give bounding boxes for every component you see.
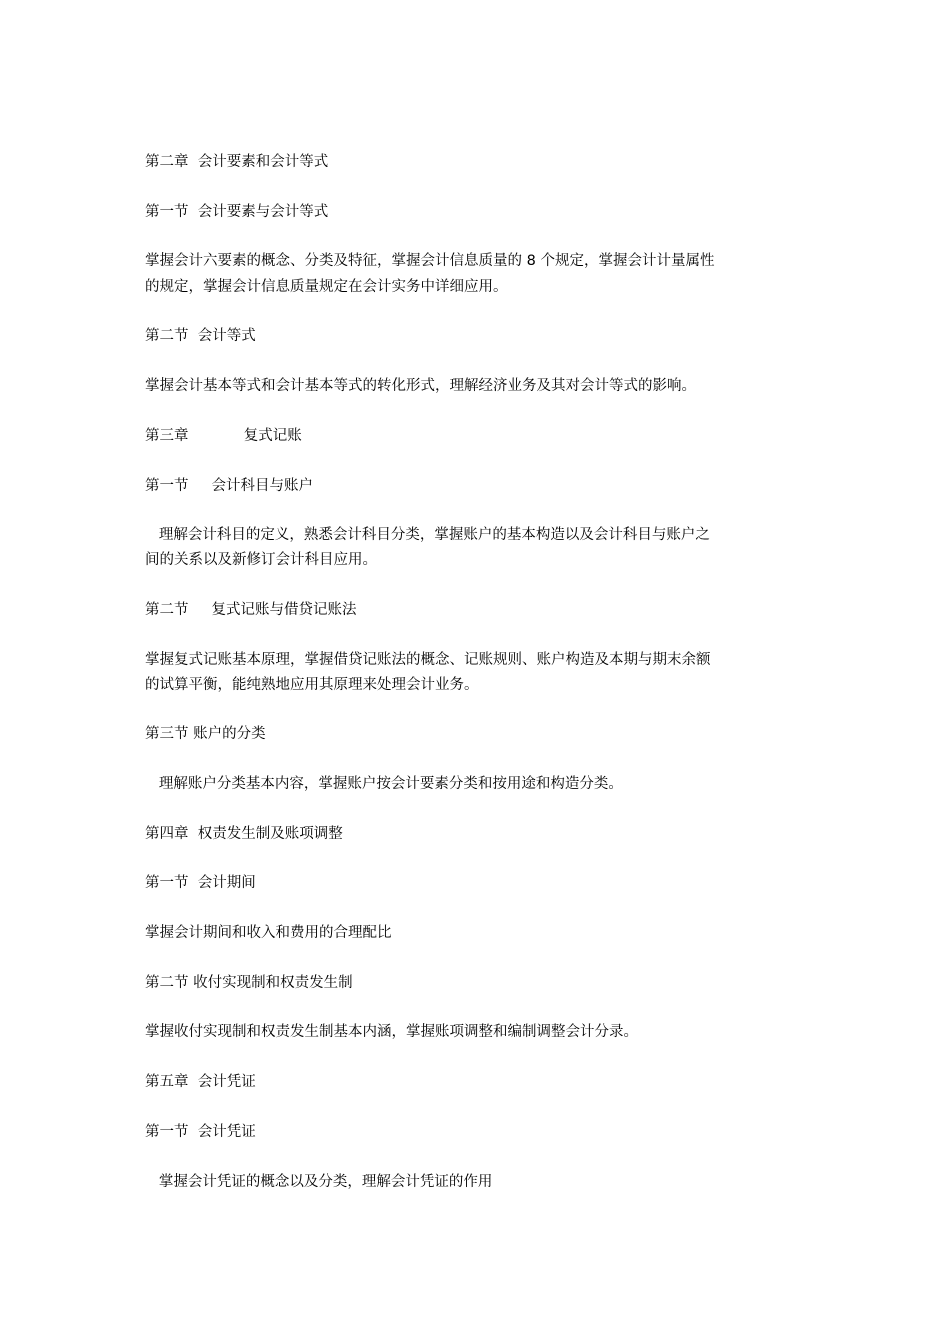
section-2-1-heading: 第一节 会计要素与会计等式 (145, 204, 329, 220)
section-2-2-heading: 第二节 会计等式 (145, 328, 256, 344)
paragraph-3-2-line-1: 掌握复式记账基本原理，掌握借贷记账法的概念、记账规则、账户构造及本期与期末余额 (145, 652, 711, 668)
section-4-1-heading: 第一节 会计期间 (145, 875, 256, 891)
paragraph-3-1-line-1: 理解会计科目的定义，熟悉会计科目分类，掌握账户的基本构造以及会计科目与账户之 (145, 527, 710, 543)
section-4-2-heading: 第二节 收付实现制和权责发生制 (145, 975, 353, 991)
section-3-2-heading: 第二节 复式记账与借贷记账法 (145, 602, 357, 618)
paragraph-5-1: 掌握会计凭证的概念以及分类，理解会计凭证的作用 (145, 1174, 493, 1190)
paragraph-3-3: 理解账户分类基本内容，掌握账户按会计要素分类和按用途和构造分类。 (145, 776, 623, 792)
paragraph-3-2-line-2: 的试算平衡，能纯熟地应用其原理来处理会计业务。 (145, 677, 479, 693)
section-3-1-heading: 第一节 会计科目与账户 (145, 478, 314, 494)
section-3-3-heading: 第三节 账户的分类 (145, 726, 266, 742)
paragraph-2-1-line-2: 的规定，掌握会计信息质量规定在会计实务中详细应用。 (145, 279, 508, 295)
chapter-3-heading: 第三章 复式记账 (145, 428, 302, 444)
paragraph-4-1: 掌握会计期间和收入和费用的合理配比 (145, 925, 392, 941)
section-5-1-heading: 第一节 会计凭证 (145, 1124, 256, 1140)
paragraph-2-2: 掌握会计基本等式和会计基本等式的转化形式，理解经济业务及其对会计等式的影响。 (145, 378, 696, 394)
paragraph-4-2: 掌握收付实现制和权责发生制基本内涵，掌握账项调整和编制调整会计分录。 (145, 1024, 638, 1040)
chapter-5-heading: 第五章 会计凭证 (145, 1074, 256, 1090)
chapter-4-heading: 第四章 权责发生制及账项调整 (145, 826, 343, 842)
paragraph-2-1-line-1: 掌握会计六要素的概念、分类及特征，掌握会计信息质量的 8 个规定，掌握会计计量属性 (145, 253, 715, 269)
paragraph-3-1-line-2: 间的关系以及新修订会计科目应用。 (145, 552, 377, 568)
chapter-2-heading: 第二章 会计要素和会计等式 (145, 154, 329, 170)
